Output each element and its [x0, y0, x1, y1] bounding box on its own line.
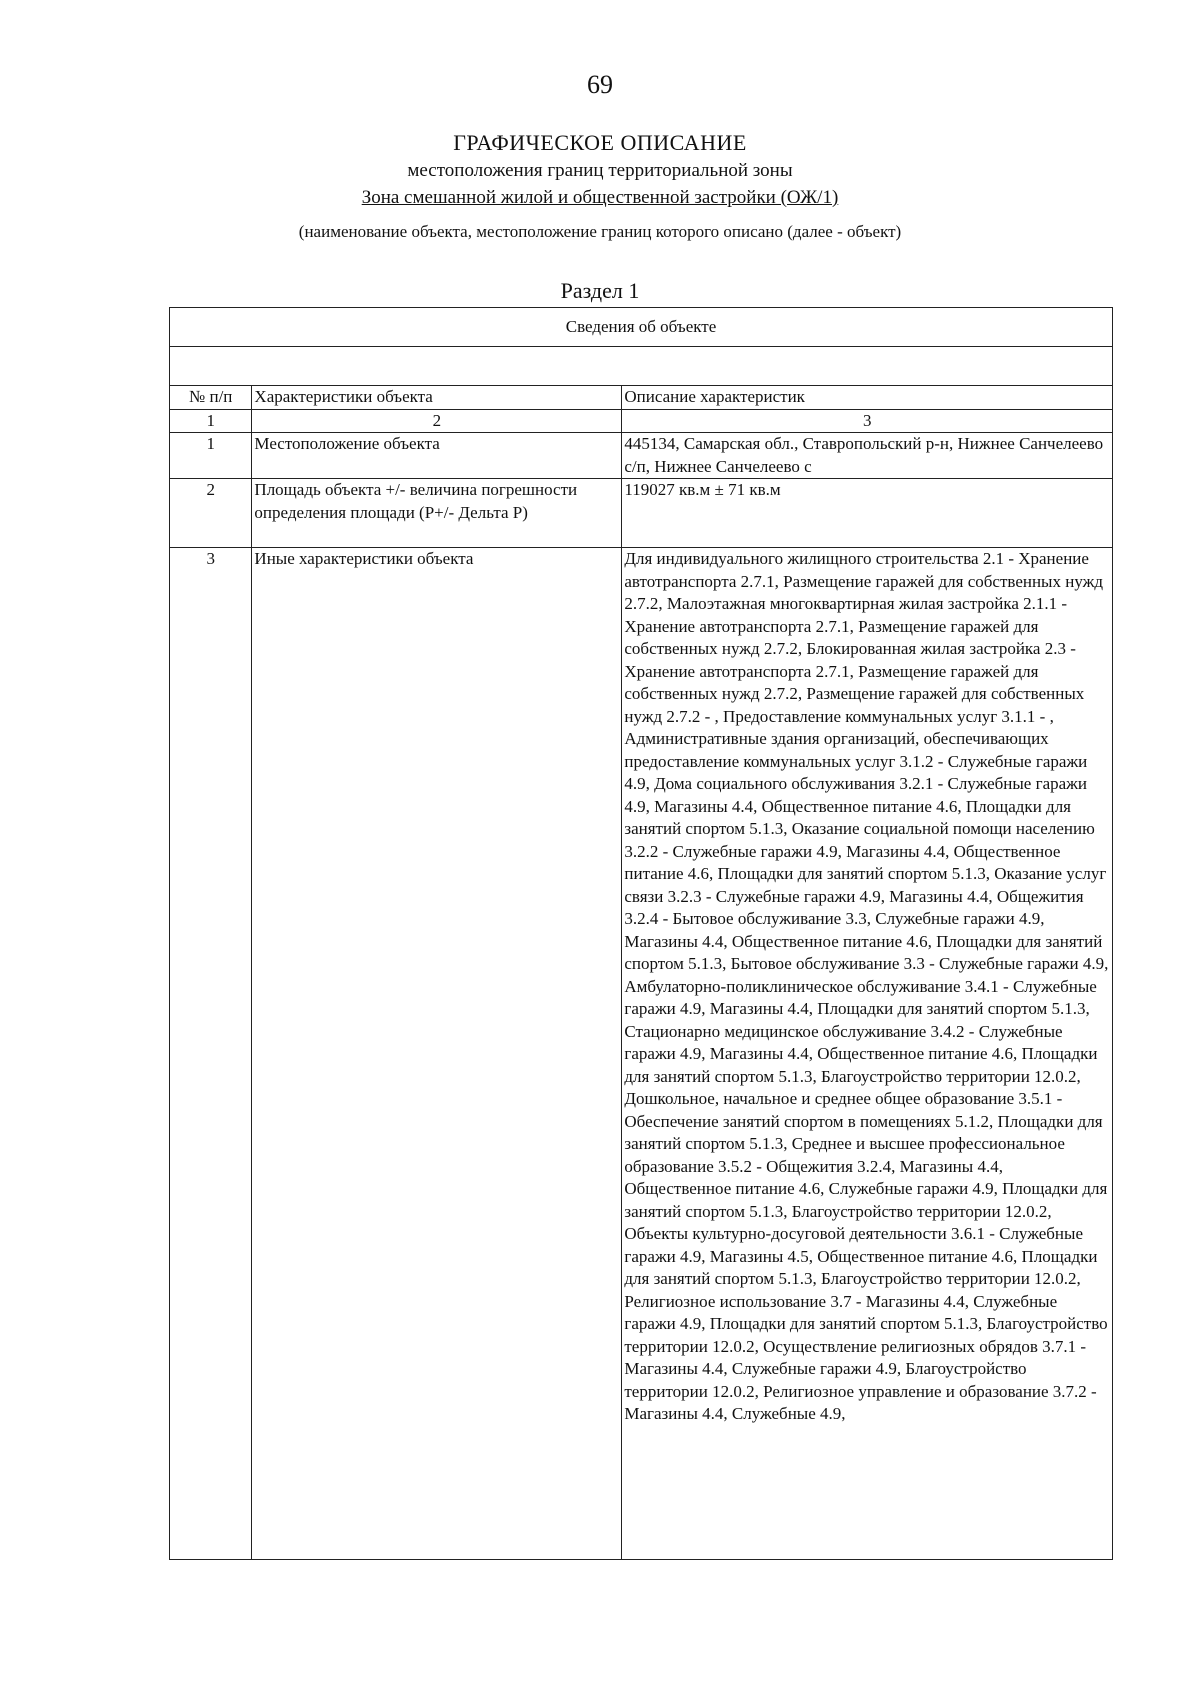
table-row	[170, 479, 1113, 548]
table-caption: Сведения об объекте	[170, 308, 1113, 347]
row-characteristic: Местоположение объекта	[252, 433, 622, 479]
row-description: 119027 кв.м ± 71 кв.м	[622, 479, 1113, 548]
table-index-row	[170, 409, 1113, 433]
empty-cell	[170, 347, 1113, 386]
column-header-num: № п/п	[170, 386, 252, 410]
object-info-table	[169, 307, 1113, 1560]
document-subtitle: местоположения границ территориальной зоны	[407, 160, 793, 181]
table-row	[170, 548, 1113, 1560]
object-caption: (наименование объекта, местоположение границ которого описано (далее - объект)	[298, 222, 902, 241]
page-number: 69	[587, 70, 613, 99]
row-characteristic: Площадь объекта +/- величина погрешности определения площади (Р+/- Дельта Р)	[252, 479, 622, 548]
row-description: 445134, Самарская обл., Ставропольский р-н, Нижнее Санчелеево с/п, Нижнее Санчелеево с	[622, 433, 1113, 479]
section-title: Раздел 1	[560, 278, 640, 303]
row-characteristic: Иные характеристики объекта	[252, 548, 622, 1560]
row-description: Для индивидуального жилищного строительства 2.1 - Хранение автотранспорта 2.7.1, Размещение гаражей для собственных нужд 2.7.2, Малоэтажная многоквартирная жилая застройка 2.1.1 - Хранение автотранспорта 2.7.1, Размещение гаражей для собственных нужд 2.7.2, Блокированная жилая застройка 2.3 - Хранение автотранспорта 2.7.1, Размещение гаражей для собственных нужд 2.7.2, Размещение гаражей для собственных нужд 2.7.2 - , Предоставление коммунальных услуг 3.1.1 - , Административные здания организаций, обеспечивающих предоставление коммунальных услуг 3.1.2 - Служебные гаражи 4.9, Дома социального обслуживания 3.2.1 - Служебные гаражи 4.9, Магазины 4.4, Общественное питание 4.6, Площадки для занятий спортом 5.1.3, Оказание социальной помощи населению 3.2.2 - Служебные гаражи 4.9, Магазины 4.4, Общественное питание 4.6, Площадки для занятий спортом 5.1.3, Оказание услуг связи 3.2.3 - Служебные гаражи 4.9, Магазины 4.4, Общежития 3.2.4 - Бытовое обслуживание 3.3, Служебные гаражи 4.9, Магазины 4.4, Общественное питание 4.6, Площадки для занятий спортом 5.1.3, Бытовое обслуживание 3.3 - Служебные гаражи 4.9, Амбулаторно-поликлиническое обслуживание 3.4.1 - Служебные гаражи 4.9, Магазины 4.4, Площадки для занятий спортом 5.1.3, Стационарно медицинское обслуживание 3.4.2 - Служебные гаражи 4.9, Магазины 4.4, Общественное питание 4.6, Площадки для занятий спортом 5.1.3, Благоустройство территории 12.0.2, Дошкольное, начальное и среднее общее образование 3.5.1 - Обеспечение занятий спортом в помещениях 5.1.2, Площадки для занятий спортом 5.1.3, Среднее и высшее профессиональное образование 3.5.2 - Общежития 3.2.4, Магазины 4.4, Общественное питание 4.6, Служебные гаражи 4.9, Площадки для занятий спортом 5.1.3, Благоустройство территории 12.0.2, Объекты культурно-досуговой деятельности 3.6.1 - Служебные гаражи 4.9, Магазины 4.5, Общественное питание 4.6, Площадки для занятий спортом 5.1.3, Благоустройство территории 12.0.2, Религиозное использование 3.7 - Магазины 4.4, Служебные гаражи 4.9, Площадки для занятий спортом 5.1.3, Благоустройство территории 12.0.2, Осуществление религиозных обрядов 3.7.1 - Магазины 4.4, Служебные гаражи 4.9, Благоустройство территории 12.0.2, Религиозное управление и образование 3.7.2 - Магазины 4.4, Служебные 4.9,	[622, 548, 1113, 1560]
table-caption-row	[170, 308, 1113, 347]
zone-name: Зона смешанной жилой и общественной застройки (ОЖ/1)	[361, 187, 839, 208]
table-row	[170, 433, 1113, 479]
column-header-characteristic: Характеристики объекта	[252, 386, 622, 410]
document-header	[0, 128, 1200, 244]
document-title: ГРАФИЧЕСКОЕ ОПИСАНИЕ	[453, 130, 747, 155]
column-index-3: 3	[622, 409, 1113, 433]
column-header-description: Описание характеристик	[622, 386, 1113, 410]
column-index-2: 2	[252, 409, 622, 433]
row-number: 2	[170, 479, 252, 548]
row-number: 3	[170, 548, 252, 1560]
row-number: 1	[170, 433, 252, 479]
table-empty-row	[170, 347, 1113, 386]
column-index-1: 1	[170, 409, 252, 433]
table-header-row	[170, 386, 1113, 410]
